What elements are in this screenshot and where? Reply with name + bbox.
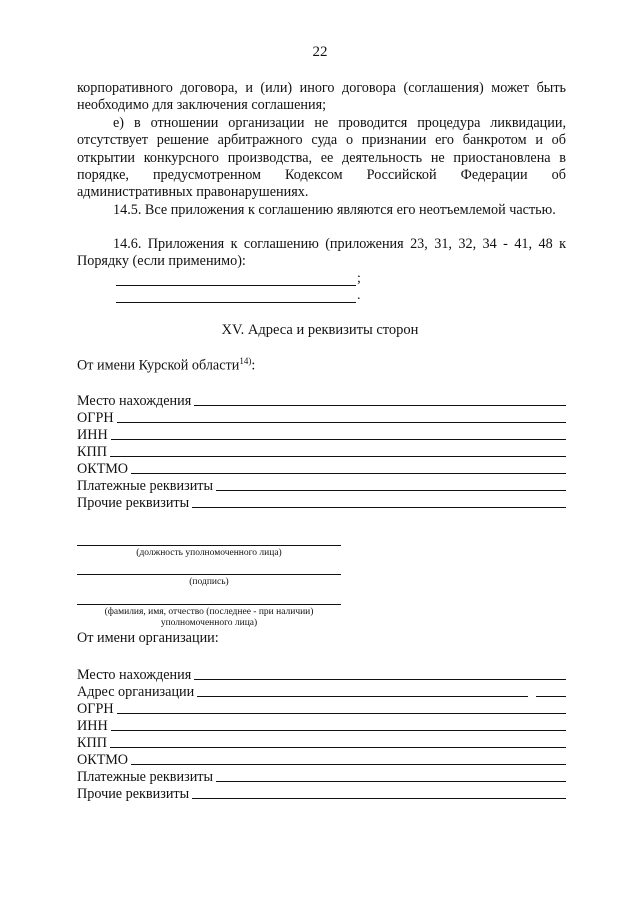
field-blank-line [192,507,566,508]
field-label: ИНН [77,718,108,734]
field-blank-line [216,490,566,491]
field-blank-line [110,456,566,457]
field-blank-line [117,422,566,423]
region-field-location [77,391,566,409]
field-label: ОКТМО [77,752,129,768]
signature-line [77,574,341,575]
field-blank-line [192,798,566,799]
field-label: Место нахождения [77,393,192,409]
field-label: ОКТМО [77,461,129,477]
name-caption-line-2: уполномоченного лица) [160,618,258,628]
region-field-other [77,493,566,511]
region-field-payment [77,476,566,494]
paragraph-corporate-agreement: корпоративного договора, и (или) иного договора (соглашения) может быть необходимо для заключения соглашения; [77,80,566,114]
paragraph-liquidation: е) в отношении организации не проводится процедура ликвидации, отсутствует решение арбитражного суда о признании его банкротом и об открытии конкурсного производства, ее деятельность не приостановлена в порядке, предусмотренном Кодексом Российской Федерации об административных правонарушениях. [77,115,566,201]
paragraph-14-6: 14.6. Приложения к соглашению (приложения 23, 31, 32, 34 - 41, 48 к Порядку (если применимо): [77,236,566,270]
paragraph-14-5: 14.5. Все приложения к соглашению являются его неотъемлемой частью. [113,202,556,218]
field-label: Прочие реквизиты [77,786,190,802]
signature-caption: (подпись) [189,577,229,587]
field-blank-line [194,405,566,406]
footnote-marker: 14) [239,356,252,366]
region-field-oktmo [77,459,566,477]
org-field-oktmo [77,750,566,768]
appendix-blank-line-2 [116,302,356,303]
region-intro-text: От имени Курской области [77,357,240,374]
region-field-kpp [77,442,566,460]
field-label: ОГРН [77,410,114,426]
field-blank-line [111,730,566,731]
page-number: 22 [312,44,328,60]
appendix-blank-period: . [357,288,361,303]
field-blank-line [194,679,566,680]
position-signature-line [77,545,341,546]
org-field-payment [77,767,566,785]
field-label: ОГРН [77,701,114,717]
region-intro-colon: : [251,357,256,374]
field-blank-line [111,439,566,440]
org-field-address [77,682,566,700]
org-field-inn [77,716,566,734]
field-label: Платежные реквизиты [77,769,214,785]
field-blank-line [197,696,528,697]
org-field-other [77,784,566,802]
field-label: Адрес организации [77,684,195,700]
appendix-blank-line-1 [116,285,356,286]
field-label: Платежные реквизиты [77,478,214,494]
field-label: Прочие реквизиты [77,495,190,511]
field-label: КПП [77,444,107,460]
organization-intro: От имени организации: [77,630,219,646]
org-field-location [77,665,566,683]
appendix-blank-semicolon: ; [357,271,361,286]
org-field-ogrn [77,699,566,717]
field-label: Место нахождения [77,667,192,683]
field-blank-line-extra [536,696,566,697]
field-label: КПП [77,735,107,751]
region-field-inn [77,425,566,443]
name-signature-line [77,604,341,605]
field-blank-line [117,713,566,714]
section-heading: XV. Адреса и реквизиты сторон [221,322,419,338]
name-caption-line-1: (фамилия, имя, отчество (последнее - при наличии) [104,607,314,617]
field-blank-line [216,781,566,782]
position-caption: (должность уполномоченного лица) [136,548,282,558]
org-field-kpp [77,733,566,751]
field-blank-line [131,473,566,474]
field-label: ИНН [77,427,108,443]
region-field-ogrn [77,408,566,426]
region-intro [77,356,255,375]
field-blank-line [110,747,566,748]
field-blank-line [131,764,566,765]
